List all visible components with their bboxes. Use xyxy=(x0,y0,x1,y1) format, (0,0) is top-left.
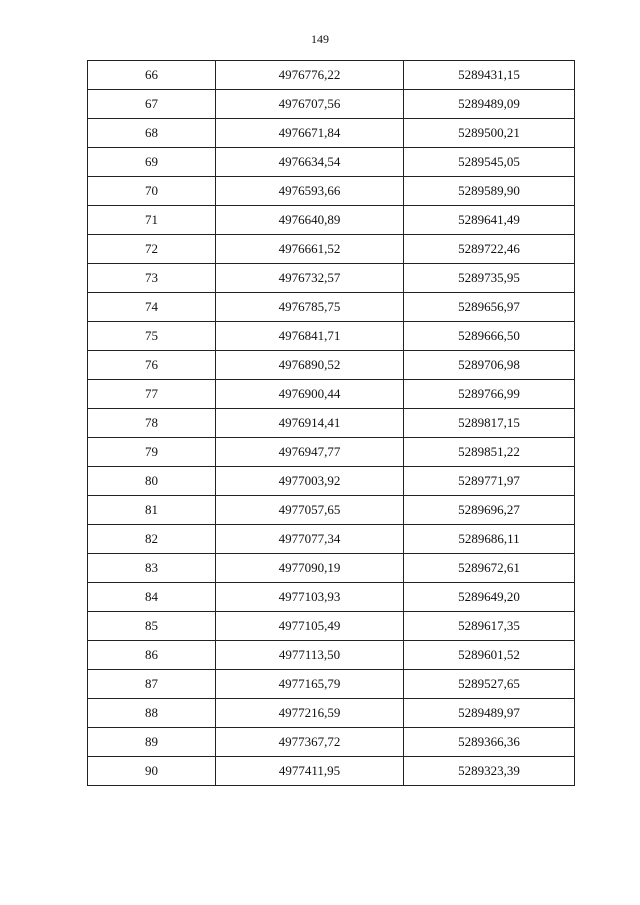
y-coordinate-cell: 5289489,97 xyxy=(404,699,575,728)
y-coordinate-cell: 5289666,50 xyxy=(404,322,575,351)
x-coordinate-cell: 4977367,72 xyxy=(216,728,404,757)
point-number-cell: 89 xyxy=(88,728,216,757)
x-coordinate-cell: 4976707,56 xyxy=(216,90,404,119)
x-coordinate-cell: 4977090,19 xyxy=(216,554,404,583)
x-coordinate-cell: 4977411,95 xyxy=(216,757,404,786)
point-number-cell: 73 xyxy=(88,264,216,293)
y-coordinate-cell: 5289656,97 xyxy=(404,293,575,322)
y-coordinate-cell: 5289366,36 xyxy=(404,728,575,757)
y-coordinate-cell: 5289617,35 xyxy=(404,612,575,641)
y-coordinate-cell: 5289589,90 xyxy=(404,177,575,206)
x-coordinate-cell: 4977003,92 xyxy=(216,467,404,496)
y-coordinate-cell: 5289706,98 xyxy=(404,351,575,380)
point-number-cell: 86 xyxy=(88,641,216,670)
x-coordinate-cell: 4976890,52 xyxy=(216,351,404,380)
point-number-cell: 71 xyxy=(88,206,216,235)
coordinates-table xyxy=(87,60,575,786)
table-row xyxy=(88,235,575,264)
table-row xyxy=(88,525,575,554)
point-number-cell: 87 xyxy=(88,670,216,699)
table-row xyxy=(88,351,575,380)
x-coordinate-cell: 4976640,89 xyxy=(216,206,404,235)
y-coordinate-cell: 5289686,11 xyxy=(404,525,575,554)
table-row xyxy=(88,177,575,206)
table-row xyxy=(88,206,575,235)
y-coordinate-cell: 5289722,46 xyxy=(404,235,575,264)
table-row xyxy=(88,554,575,583)
table-row xyxy=(88,380,575,409)
x-coordinate-cell: 4976785,75 xyxy=(216,293,404,322)
point-number-cell: 74 xyxy=(88,293,216,322)
x-coordinate-cell: 4976593,66 xyxy=(216,177,404,206)
point-number-cell: 90 xyxy=(88,757,216,786)
y-coordinate-cell: 5289766,99 xyxy=(404,380,575,409)
point-number-cell: 68 xyxy=(88,119,216,148)
y-coordinate-cell: 5289649,20 xyxy=(404,583,575,612)
point-number-cell: 72 xyxy=(88,235,216,264)
table-row xyxy=(88,322,575,351)
point-number-cell: 83 xyxy=(88,554,216,583)
y-coordinate-cell: 5289431,15 xyxy=(404,61,575,90)
table-row xyxy=(88,728,575,757)
x-coordinate-cell: 4977057,65 xyxy=(216,496,404,525)
x-coordinate-cell: 4977077,34 xyxy=(216,525,404,554)
point-number-cell: 67 xyxy=(88,90,216,119)
point-number-cell: 82 xyxy=(88,525,216,554)
table-row xyxy=(88,699,575,728)
x-coordinate-cell: 4977105,49 xyxy=(216,612,404,641)
y-coordinate-cell: 5289696,27 xyxy=(404,496,575,525)
page-number: 149 xyxy=(311,32,329,46)
x-coordinate-cell: 4976900,44 xyxy=(216,380,404,409)
x-coordinate-cell: 4977165,79 xyxy=(216,670,404,699)
x-coordinate-cell: 4977113,50 xyxy=(216,641,404,670)
point-number-cell: 78 xyxy=(88,409,216,438)
point-number-cell: 80 xyxy=(88,467,216,496)
x-coordinate-cell: 4976732,57 xyxy=(216,264,404,293)
point-number-cell: 85 xyxy=(88,612,216,641)
y-coordinate-cell: 5289527,65 xyxy=(404,670,575,699)
table-row xyxy=(88,496,575,525)
table-row xyxy=(88,119,575,148)
point-number-cell: 69 xyxy=(88,148,216,177)
x-coordinate-cell: 4976947,77 xyxy=(216,438,404,467)
point-number-cell: 76 xyxy=(88,351,216,380)
coordinates-table-body xyxy=(88,61,575,786)
table-row xyxy=(88,757,575,786)
point-number-cell: 84 xyxy=(88,583,216,612)
x-coordinate-cell: 4976671,84 xyxy=(216,119,404,148)
y-coordinate-cell: 5289672,61 xyxy=(404,554,575,583)
y-coordinate-cell: 5289500,21 xyxy=(404,119,575,148)
y-coordinate-cell: 5289851,22 xyxy=(404,438,575,467)
x-coordinate-cell: 4976841,71 xyxy=(216,322,404,351)
x-coordinate-cell: 4976914,41 xyxy=(216,409,404,438)
table-row xyxy=(88,438,575,467)
point-number-cell: 75 xyxy=(88,322,216,351)
table-row xyxy=(88,612,575,641)
table-row xyxy=(88,90,575,119)
table-row xyxy=(88,467,575,496)
y-coordinate-cell: 5289323,39 xyxy=(404,757,575,786)
table-row xyxy=(88,583,575,612)
point-number-cell: 79 xyxy=(88,438,216,467)
table-row xyxy=(88,293,575,322)
point-number-cell: 66 xyxy=(88,61,216,90)
y-coordinate-cell: 5289735,95 xyxy=(404,264,575,293)
point-number-cell: 88 xyxy=(88,699,216,728)
y-coordinate-cell: 5289641,49 xyxy=(404,206,575,235)
y-coordinate-cell: 5289817,15 xyxy=(404,409,575,438)
y-coordinate-cell: 5289545,05 xyxy=(404,148,575,177)
table-row xyxy=(88,148,575,177)
x-coordinate-cell: 4976661,52 xyxy=(216,235,404,264)
x-coordinate-cell: 4977216,59 xyxy=(216,699,404,728)
table-row xyxy=(88,264,575,293)
point-number-cell: 77 xyxy=(88,380,216,409)
table-row xyxy=(88,641,575,670)
x-coordinate-cell: 4976634,54 xyxy=(216,148,404,177)
x-coordinate-cell: 4976776,22 xyxy=(216,61,404,90)
table-row xyxy=(88,61,575,90)
point-number-cell: 70 xyxy=(88,177,216,206)
table-row xyxy=(88,409,575,438)
y-coordinate-cell: 5289489,09 xyxy=(404,90,575,119)
x-coordinate-cell: 4977103,93 xyxy=(216,583,404,612)
table-row xyxy=(88,670,575,699)
y-coordinate-cell: 5289601,52 xyxy=(404,641,575,670)
point-number-cell: 81 xyxy=(88,496,216,525)
y-coordinate-cell: 5289771,97 xyxy=(404,467,575,496)
